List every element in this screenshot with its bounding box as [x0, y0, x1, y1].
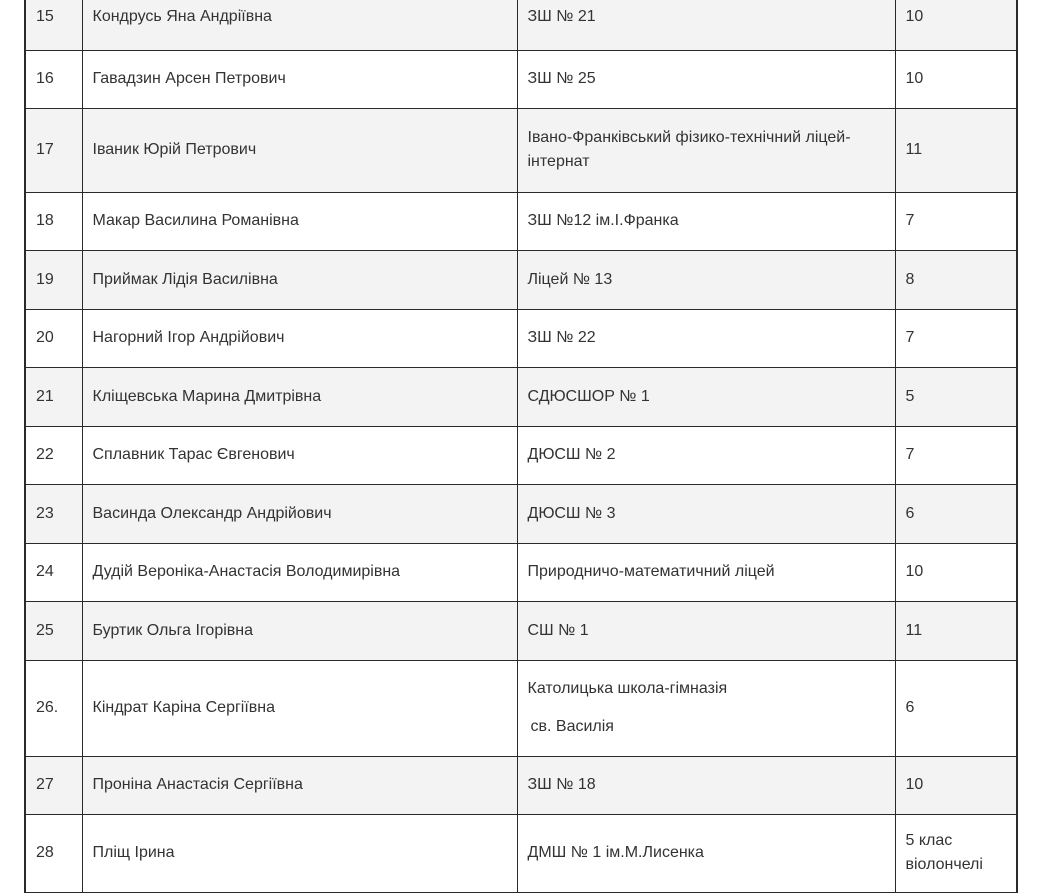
school-name-line: ЗШ № 18: [527, 776, 596, 793]
grade-cell: 6: [895, 484, 1016, 543]
row-number-cell: 16: [26, 50, 82, 108]
table-row: [26, 660, 1016, 756]
table-row: [26, 108, 1016, 192]
row-number-cell: 28: [26, 814, 82, 892]
row-number-cell: 22: [26, 426, 82, 484]
row-number-cell: 21: [26, 367, 82, 426]
school-name-line: ЗШ № 25: [527, 70, 596, 87]
table-row: [26, 756, 1016, 814]
school-cell: [517, 660, 895, 756]
school-name-line: Католицька школа-гімназія: [527, 680, 728, 697]
student-name-cell: Дудій Вероніка-Анастасія Володимирівна: [82, 543, 517, 601]
participants-table: [26, 0, 1016, 893]
school-name-line: ДМШ № 1 ім.М.Лисенка: [527, 844, 704, 861]
grade-cell: 5 клас віолончелі: [895, 814, 1016, 892]
table-row: [26, 250, 1016, 309]
row-number-cell: 24: [26, 543, 82, 601]
table-row: [26, 543, 1016, 601]
school-cell: [517, 250, 895, 309]
grade-cell: 10: [895, 756, 1016, 814]
row-number-cell: 27: [26, 756, 82, 814]
school-cell: [517, 426, 895, 484]
table-row: [26, 426, 1016, 484]
school-cell: [517, 484, 895, 543]
school-cell: [517, 50, 895, 108]
school-cell: [517, 543, 895, 601]
table-row: [26, 484, 1016, 543]
row-number-cell: 19: [26, 250, 82, 309]
school-cell: [517, 309, 895, 367]
student-name-cell: Кондрусь Яна Андріївна: [82, 0, 517, 50]
row-number-cell: 23: [26, 484, 82, 543]
participants-table-body: [26, 0, 1016, 892]
school-name-line: Івано-Франківський фізико-технічний ліцей-інтернат: [527, 129, 851, 170]
grade-cell: 5: [895, 367, 1016, 426]
school-name-line: ЗШ № 21: [527, 7, 596, 25]
student-name-cell: Васинда Олександр Андрійович: [82, 484, 517, 543]
grade-cell: 11: [895, 601, 1016, 660]
school-name-line: ДЮСШ № 3: [527, 504, 616, 522]
grade-cell: 6: [895, 660, 1016, 756]
school-name-line: СДЮСШОР № 1: [527, 387, 650, 405]
school-name-line-2: св. Василія: [530, 718, 614, 735]
table-row: [26, 192, 1016, 250]
grade-cell: 7: [895, 426, 1016, 484]
row-number-cell: 17: [26, 108, 82, 192]
row-number-cell: 26.: [26, 660, 82, 756]
student-name-cell: Нагорний Ігор Андрійович: [82, 309, 517, 367]
row-number-cell: 15: [26, 0, 82, 50]
row-number-cell: 20: [26, 309, 82, 367]
grade-cell: 10: [895, 543, 1016, 601]
student-name-cell: Іваник Юрій Петрович: [82, 108, 517, 192]
table-row: [26, 601, 1016, 660]
school-cell: [517, 756, 895, 814]
student-name-cell: Сплавник Тарас Євгенович: [82, 426, 517, 484]
school-cell: [517, 192, 895, 250]
grade-cell: 11: [895, 108, 1016, 192]
table-row: [26, 50, 1016, 108]
school-cell: [517, 814, 895, 892]
row-number-cell: 18: [26, 192, 82, 250]
student-name-cell: Приймак Лідія Василівна: [82, 250, 517, 309]
table-row: [26, 0, 1016, 50]
table-row: [26, 814, 1016, 892]
school-cell: [517, 367, 895, 426]
student-name-cell: Кліщевська Марина Дмитрівна: [82, 367, 517, 426]
grade-cell: 10: [895, 50, 1016, 108]
student-name-cell: Кіндрат Каріна Сергіївна: [82, 660, 517, 756]
grade-cell: 8: [895, 250, 1016, 309]
school-name-line: ЗШ №12 ім.І.Франка: [527, 212, 679, 229]
school-name-line: ДЮСШ № 2: [527, 446, 616, 463]
grade-cell: 10: [895, 0, 1016, 50]
table-row: [26, 309, 1016, 367]
grade-cell: 7: [895, 192, 1016, 250]
table-row: [26, 367, 1016, 426]
school-name-line: Природничо-математичний ліцей: [527, 563, 775, 580]
student-name-cell: Проніна Анастасія Сергіївна: [82, 756, 517, 814]
school-cell: [517, 108, 895, 192]
school-name-line: СШ № 1: [527, 621, 589, 639]
student-name-cell: Макар Василина Романівна: [82, 192, 517, 250]
school-cell: [517, 0, 895, 50]
school-cell: [517, 601, 895, 660]
student-name-cell: Буртик Ольга Ігорівна: [82, 601, 517, 660]
school-name-line: Ліцей № 13: [527, 270, 613, 288]
student-name-cell: Пліщ Ірина: [82, 814, 517, 892]
school-name-line: ЗШ № 22: [527, 329, 596, 346]
participants-table-wrapper: [24, 0, 1018, 893]
grade-cell: 7: [895, 309, 1016, 367]
row-number-cell: 25: [26, 601, 82, 660]
student-name-cell: Гавадзин Арсен Петрович: [82, 50, 517, 108]
